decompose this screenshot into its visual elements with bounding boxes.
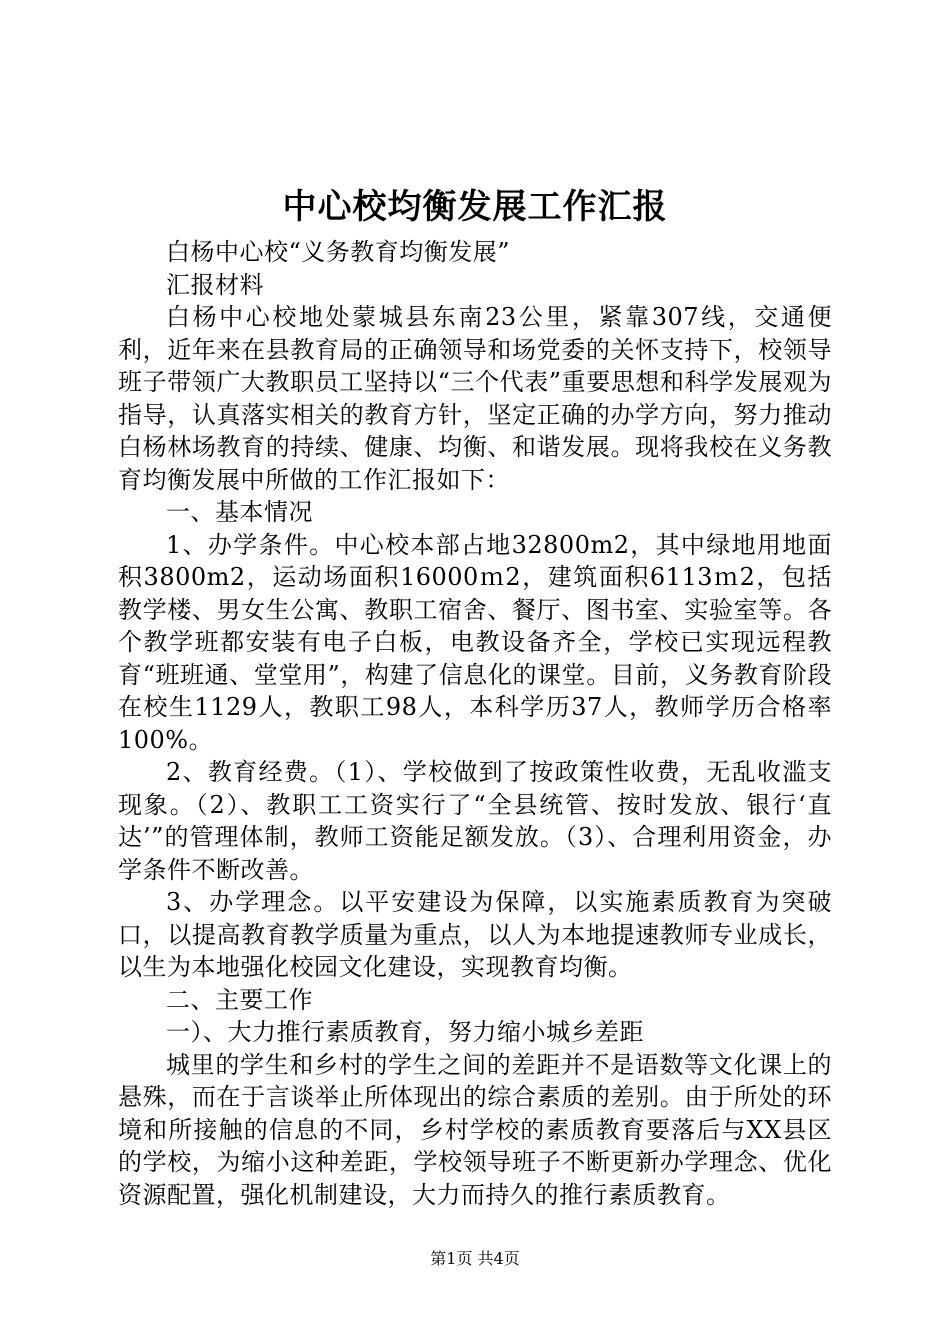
document-title: 中心校均衡发展工作汇报	[282, 187, 668, 227]
paragraph-philosophy: 3、办学理念。以平安建设为保障，以实施素质教育为突破口，以提高教育教学质量为重点，以人为本地提速教师专业成长，以生为本地强化校园文化建设，实现教育均衡。	[118, 888, 832, 981]
section-heading-basic: 一、基本情况	[166, 498, 313, 526]
page-footer: 第1页 共4页	[430, 1249, 520, 1268]
paragraph-funding: 2、教育经费。（1）、学校做到了按政策性收费，无乱收滥支现象。（2）、教职工工资实行了“全县统管、按时发放、银行‘直达’”的管理体制，教师工资能足额发放。（3）、合理利用资金，办学条件不断改善。	[118, 758, 832, 884]
paragraph-intro: 白杨中心校地处蒙城县东南23公里，紧靠307线，交通便利，近年来在县教育局的正确领导和场党委的关怀支持下，校领导班子带领广大教职员工坚持以“三个代表”重要思想和科学发展观为指导，认真落实相关的教育方针，坚定正确的办学方向，努力推动白杨林场教育的持续、健康、均衡、和谐发展。现将我校在义务教育均衡发展中所做的工作汇报如下：	[118, 303, 832, 494]
section-heading-main-work: 二、主要工作	[166, 985, 313, 1014]
paragraph-quality-education: 城里的学生和乡村的学生之间的差距并不是语数等文化课上的悬殊，而在于言谈举止所体现出的综合素质的差别。由于所处的环境和所接触的信息的不同，乡村学校的素质教育要落后与XX县区的学校，为缩小这种差距，学校领导班子不断更新办学理念、优化资源配置，强化机制建设，大力而持久的推行素质教育。	[118, 1050, 832, 1209]
paragraph-subtitle: 白杨中心校“义务教育均衡发展”	[166, 238, 511, 266]
paragraph-conditions: 1、办学条件。中心校本部占地32800m2，其中绿地用地面积3800m2，运动场面积16000ｍ2，建筑面积6113ｍ2，包括教学楼、男女生公寓、教职工宿舍、餐厅、图书室、实验室等。各个教学班都安装有电子白板，电教设备齐全，学校已实现远程教育“班班通、堂堂用”，构建了信息化的课堂。目前，义务教育阶段在校生1129人，教职工98人，本科学历37人，教师学历合格率100%。	[118, 530, 832, 754]
paragraph-subtitle-2: 汇报材料	[166, 270, 264, 299]
document-body	[118, 236, 832, 1211]
subsection-heading-quality-education: 一）、大力推行素质教育，努力缩小城乡差距	[166, 1018, 644, 1046]
